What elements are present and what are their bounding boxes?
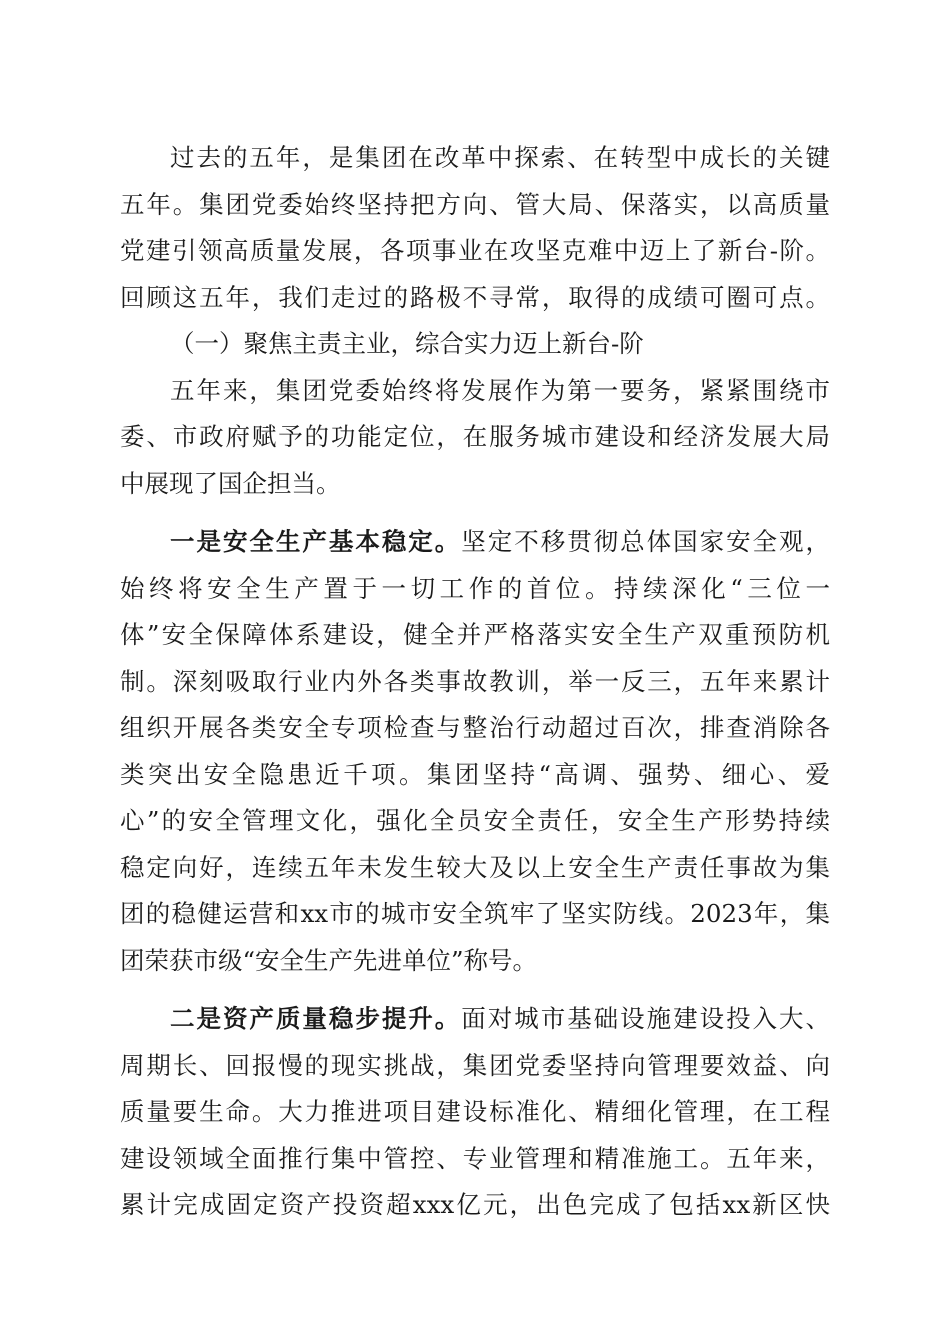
- text-line: 党建引领高质量发展，各项事业在攻坚克难中迈上了新台-阶。: [120, 236, 830, 265]
- paragraph-lead: 二是资产质量稳步提升。: [170, 1004, 462, 1033]
- text-line: 质量要生命。大力推进项目建设标准化、精细化管理，在工程: [120, 1097, 830, 1126]
- text-line: 组织开展各类安全专项检查与整治行动超过百次，排查消除各: [120, 713, 830, 742]
- text-line: 委、市政府赋予的功能定位，在服务城市建设和经济发展大局: [120, 422, 830, 451]
- text-line: 团的稳健运营和xx市的城市安全筑牢了坚实防线。2023年，集: [120, 899, 830, 928]
- text-run: 面对城市基础设施建设投入大、: [461, 1004, 831, 1033]
- paragraph-safety: [120, 519, 830, 984]
- paragraph-lead: 一是安全生产基本稳定。: [170, 527, 462, 556]
- text-line: 心”的安全管理文化，强化全员安全责任，安全生产形势持续: [120, 806, 830, 835]
- paragraph-assets: [120, 996, 830, 1229]
- text-line: 类突出安全隐患近千项。集团坚持“高调、强势、细心、爱: [120, 759, 830, 789]
- text-line: 体”安全保障体系建设，健全并严格落实安全生产双重预防机: [120, 620, 830, 649]
- section-heading-number: （一）: [170, 329, 244, 358]
- text-line: 五年。集团党委始终坚持把方向、管大局、保落实，以高质量: [120, 189, 830, 219]
- text-run: 坚定不移贯彻总体国家安全观，: [461, 527, 831, 556]
- text-line: 五年来，集团党委始终将发展作为第一要务，紧紧围绕市: [170, 375, 830, 405]
- text-line: 团荣获市级“安全生产先进单位”称号。: [120, 945, 538, 975]
- paragraph-intro: [120, 135, 830, 321]
- paragraph-overview: [120, 368, 830, 508]
- text-line: [120, 519, 830, 566]
- text-line: 始终将安全生产置于一切工作的首位。持续深化“三位一: [120, 573, 830, 603]
- section-heading-text: 聚焦主责主业，综合实力迈上新台-阶: [243, 329, 644, 358]
- text-line: [120, 996, 830, 1043]
- text-line: 周期长、回报慢的现实挑战，集团党委坚持向管理要效益、向: [120, 1050, 830, 1080]
- text-line: 过去的五年，是集团在改革中探索、在转型中成长的关键: [170, 143, 830, 172]
- text-line: 中展现了国企担当。: [120, 468, 341, 498]
- text-line: 制。深刻吸取行业内外各类事故教训，举一反三，五年来累计: [120, 666, 830, 696]
- text-line: 累计完成固定资产投资超xxx亿元，出色完成了包括xx新区快: [120, 1190, 830, 1219]
- document-page: [120, 135, 830, 1229]
- text-line: 建设领域全面推行集中管控、专业管理和精准施工。五年来，: [120, 1143, 830, 1173]
- section-heading: [120, 321, 830, 368]
- text-line: 稳定向好，连续五年未发生较大及以上安全生产责任事故为集: [120, 852, 830, 882]
- text-line: 回顾这五年，我们走过的路极不寻常，取得的成绩可圈可点。: [120, 282, 830, 312]
